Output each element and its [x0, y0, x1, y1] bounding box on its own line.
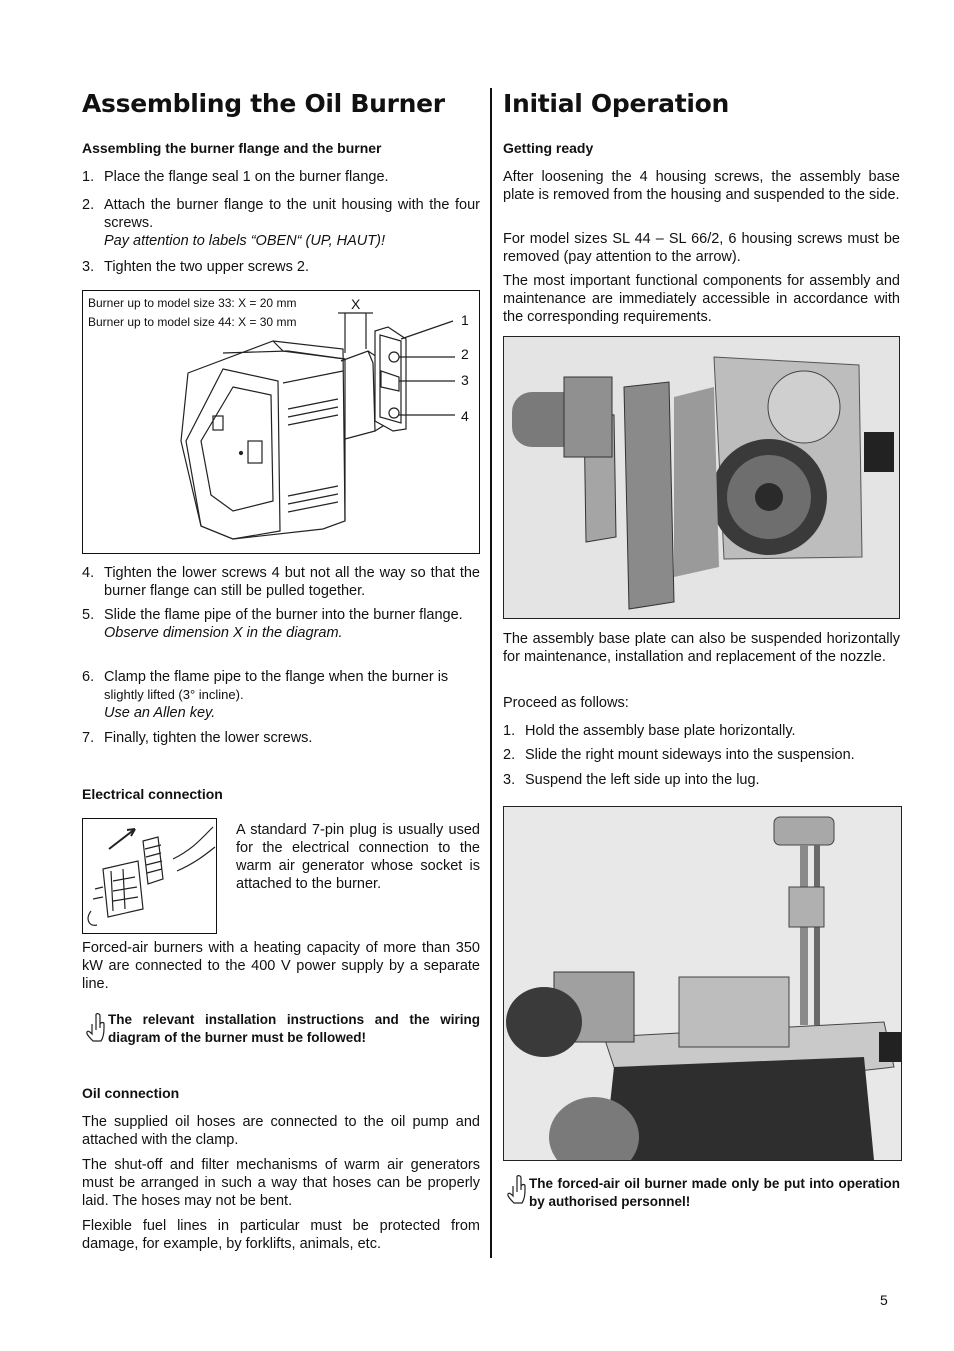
electrical-description: A standard 7-pin plug is usually used for the electrical connection to the warm air generator whose socket is attached to the burner. — [236, 822, 480, 892]
procedure-step-2: 2. Slide the right mount sideways into the suspension. — [503, 747, 855, 763]
diagram-label-2: 2 — [461, 346, 469, 362]
burner-photo-suspended — [503, 336, 900, 619]
ready-paragraph-1: After loosening the 4 housing screws, the assembly base plate is removed from the housing and suspended to the side. — [503, 169, 900, 203]
step-6: 6. Clamp the flame pipe to the flange when the burner is slightly lifted (3° incline). Use an Allen key. — [82, 669, 449, 721]
burner-photo-horizontal — [503, 806, 902, 1161]
oil-paragraph-3: Flexible fuel lines in particular must be protected from damage, for example, by forklifts, animals, etc. — [82, 1218, 480, 1252]
step-5: 5. Slide the flame pipe of the burner into the burner flange. Observe dimension X in the diagram. — [82, 607, 463, 641]
step-1: 1. Place the flange seal 1 on the burner flange. — [82, 169, 389, 185]
column-divider — [490, 88, 492, 1258]
step-4: 4. Tighten the lower screws 4 but not all the way so that the burner flange can still be pulled together. — [82, 565, 480, 599]
diagram-label-1: 1 — [461, 312, 469, 328]
dimension-x-label: X — [351, 296, 361, 312]
diagram-caption-33: Burner up to model size 33: X = 20 mm — [88, 296, 297, 310]
diagram-caption-44: Burner up to model size 44: X = 30 mm — [88, 315, 297, 329]
procedure-step-1: 1. Hold the assembly base plate horizontally. — [503, 723, 796, 739]
proceed-text: Proceed as follows: — [503, 695, 629, 711]
installation-warning: The relevant installation instructions and the wiring diagram of the burner must be followed! — [108, 1012, 480, 1045]
subheading-getting-ready: Getting ready — [503, 140, 594, 156]
diagram-label-3: 3 — [461, 372, 469, 388]
subheading-flange: Assembling the burner flange and the burner — [82, 140, 382, 156]
section-heading-initial-operation: Initial Operation — [503, 89, 730, 118]
forced-air-paragraph: Forced-air burners with a heating capacity of more than 350 kW are connected to the 400 V power supply by a separate line. — [82, 940, 480, 992]
step-2: 2. Attach the burner flange to the unit housing with the four screws. Pay attention to labels “OBEN“ (UP, HAUT)! — [82, 197, 480, 249]
burner-illustration — [83, 291, 479, 553]
ready-paragraph-3: The most important functional components for assembly and maintenance are immediately accessible in accordance with the corresponding requirements. — [503, 273, 900, 325]
pointing-hand-icon — [505, 1174, 527, 1206]
diagram-label-4: 4 — [461, 408, 469, 424]
plug-illustration — [82, 818, 217, 934]
pointing-hand-icon — [84, 1012, 106, 1044]
ready-paragraph-2: For model sizes SL 44 – SL 66/2, 6 housing screws must be removed (pay attention to the arrow). — [503, 231, 900, 265]
oil-paragraph-1: The supplied oil hoses are connected to the oil pump and attached with the clamp. — [82, 1114, 480, 1148]
step-7: 7. Finally, tighten the lower screws. — [82, 730, 313, 746]
burner-flange-diagram — [82, 290, 480, 554]
procedure-step-3: 3. Suspend the left side up into the lug. — [503, 772, 760, 788]
seven-pin-plug-graphic — [83, 819, 216, 933]
section-heading-assembling: Assembling the Oil Burner — [82, 89, 445, 118]
authorised-personnel-warning: The forced-air oil burner made only be put into operation by authorised personnel! — [529, 1176, 900, 1209]
step-3: 3. Tighten the two upper screws 2. — [82, 259, 309, 275]
subheading-oil: Oil connection — [82, 1085, 180, 1101]
oil-paragraph-2: The shut-off and filter mechanisms of warm air generators must be arranged in such a way that hoses can be properly laid. The hoses may not be bent. — [82, 1157, 480, 1209]
horizontal-suspension-paragraph: The assembly base plate can also be suspended horizontally for maintenance, installation and replacement of the nozzle. — [503, 631, 900, 665]
subheading-electrical: Electrical connection — [82, 786, 223, 802]
page-number: 5 — [880, 1292, 888, 1308]
